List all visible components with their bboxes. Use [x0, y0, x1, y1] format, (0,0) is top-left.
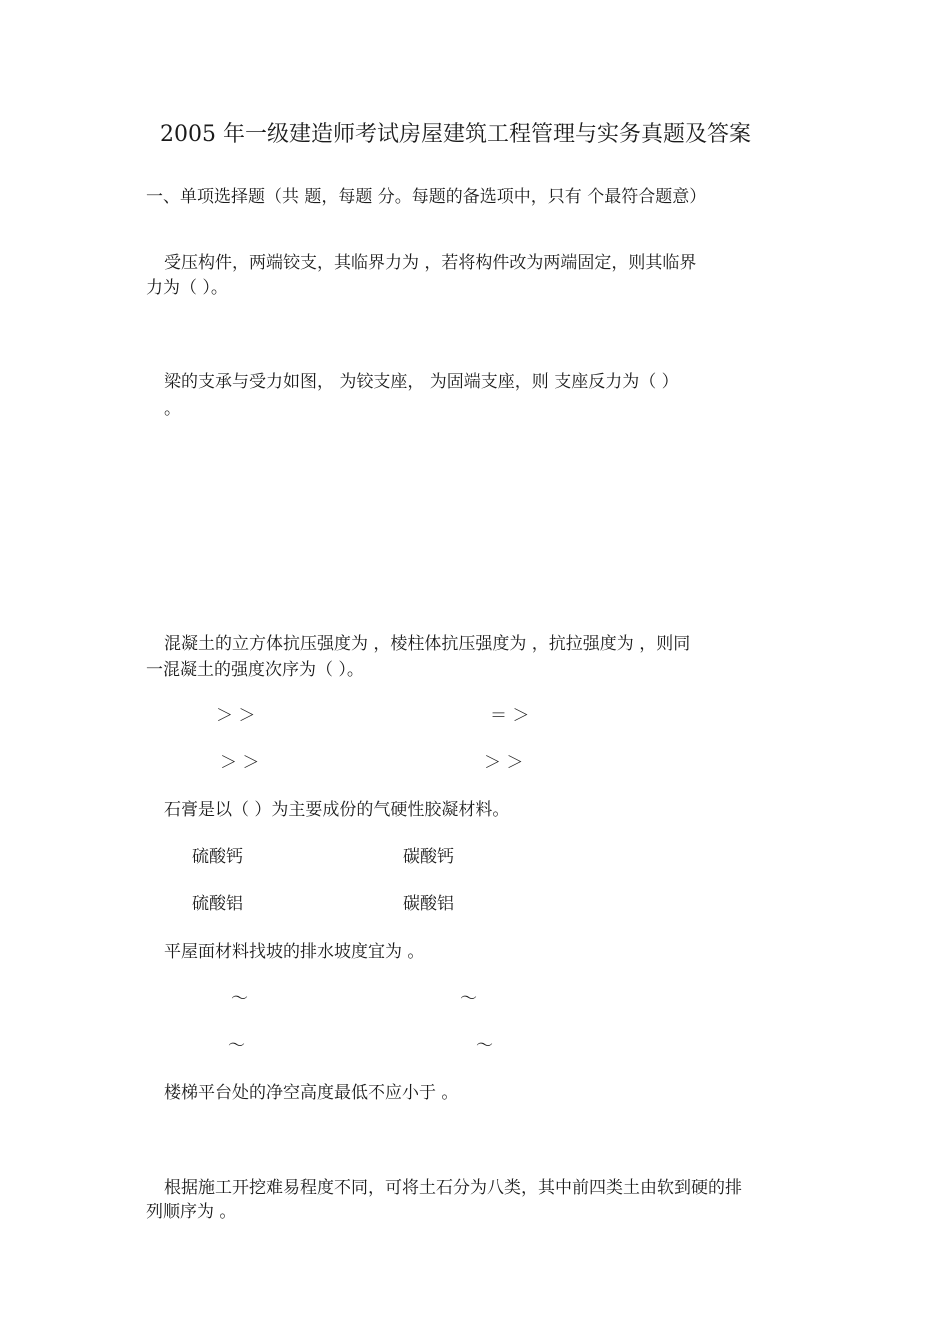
question-1-line-1: 受压构件，两端铰支，其临界力为 ，若将构件改为两端固定，则其临界	[164, 253, 697, 273]
section-heading: 一、单项选择题（共 题，每题 分。每题的备选项中，只有 个最符合题意）	[146, 187, 707, 207]
question-6-line-1: 楼梯平台处的净空高度最低不应小于 。	[164, 1083, 459, 1103]
question-4-line-1: 石膏是以（ ）为主要成份的气硬性胶凝材料。	[164, 800, 510, 820]
question-3-option-d: ＞ ＞	[484, 753, 524, 773]
question-3-line-2: 一混凝土的强度次序为（ ）。	[146, 660, 364, 680]
question-5-line-1: 平屋面材料找坡的排水坡度宜为 。	[164, 942, 425, 962]
question-5-option-a: ～	[231, 989, 248, 1009]
question-4-option-c: 硫酸铝	[192, 894, 243, 914]
document-title: 2005 年一级建造师考试房屋建筑工程管理与实务真题及答案	[160, 122, 751, 147]
question-3-option-a: ＞ ＞	[216, 706, 256, 726]
question-7-line-2: 列顺序为 。	[146, 1202, 237, 1222]
question-3-option-c: ＞ ＞	[220, 753, 260, 773]
question-5-option-c: ～	[228, 1036, 245, 1056]
question-3-option-b: ＝ ＞	[490, 706, 530, 726]
question-4-option-d: 碳酸铝	[403, 894, 454, 914]
question-4-option-b: 碳酸钙	[403, 847, 454, 867]
question-5-option-d: ～	[476, 1036, 493, 1056]
question-2-line-2: 。	[164, 399, 181, 419]
question-5-option-b: ～	[460, 989, 477, 1009]
question-3-line-1: 混凝土的立方体抗压强度为 ，棱柱体抗压强度为 ，抗拉强度为 ，则同	[164, 634, 691, 654]
question-2-line-1: 梁的支承与受力如图， 为铰支座， 为固端支座，则 支座反力为（ ）	[164, 372, 679, 392]
question-7-line-1: 根据施工开挖难易程度不同，可将土石分为八类，其中前四类土由软到硬的排	[164, 1178, 742, 1198]
question-1-line-2: 力为（ ）。	[146, 278, 228, 298]
question-4-option-a: 硫酸钙	[192, 847, 243, 867]
